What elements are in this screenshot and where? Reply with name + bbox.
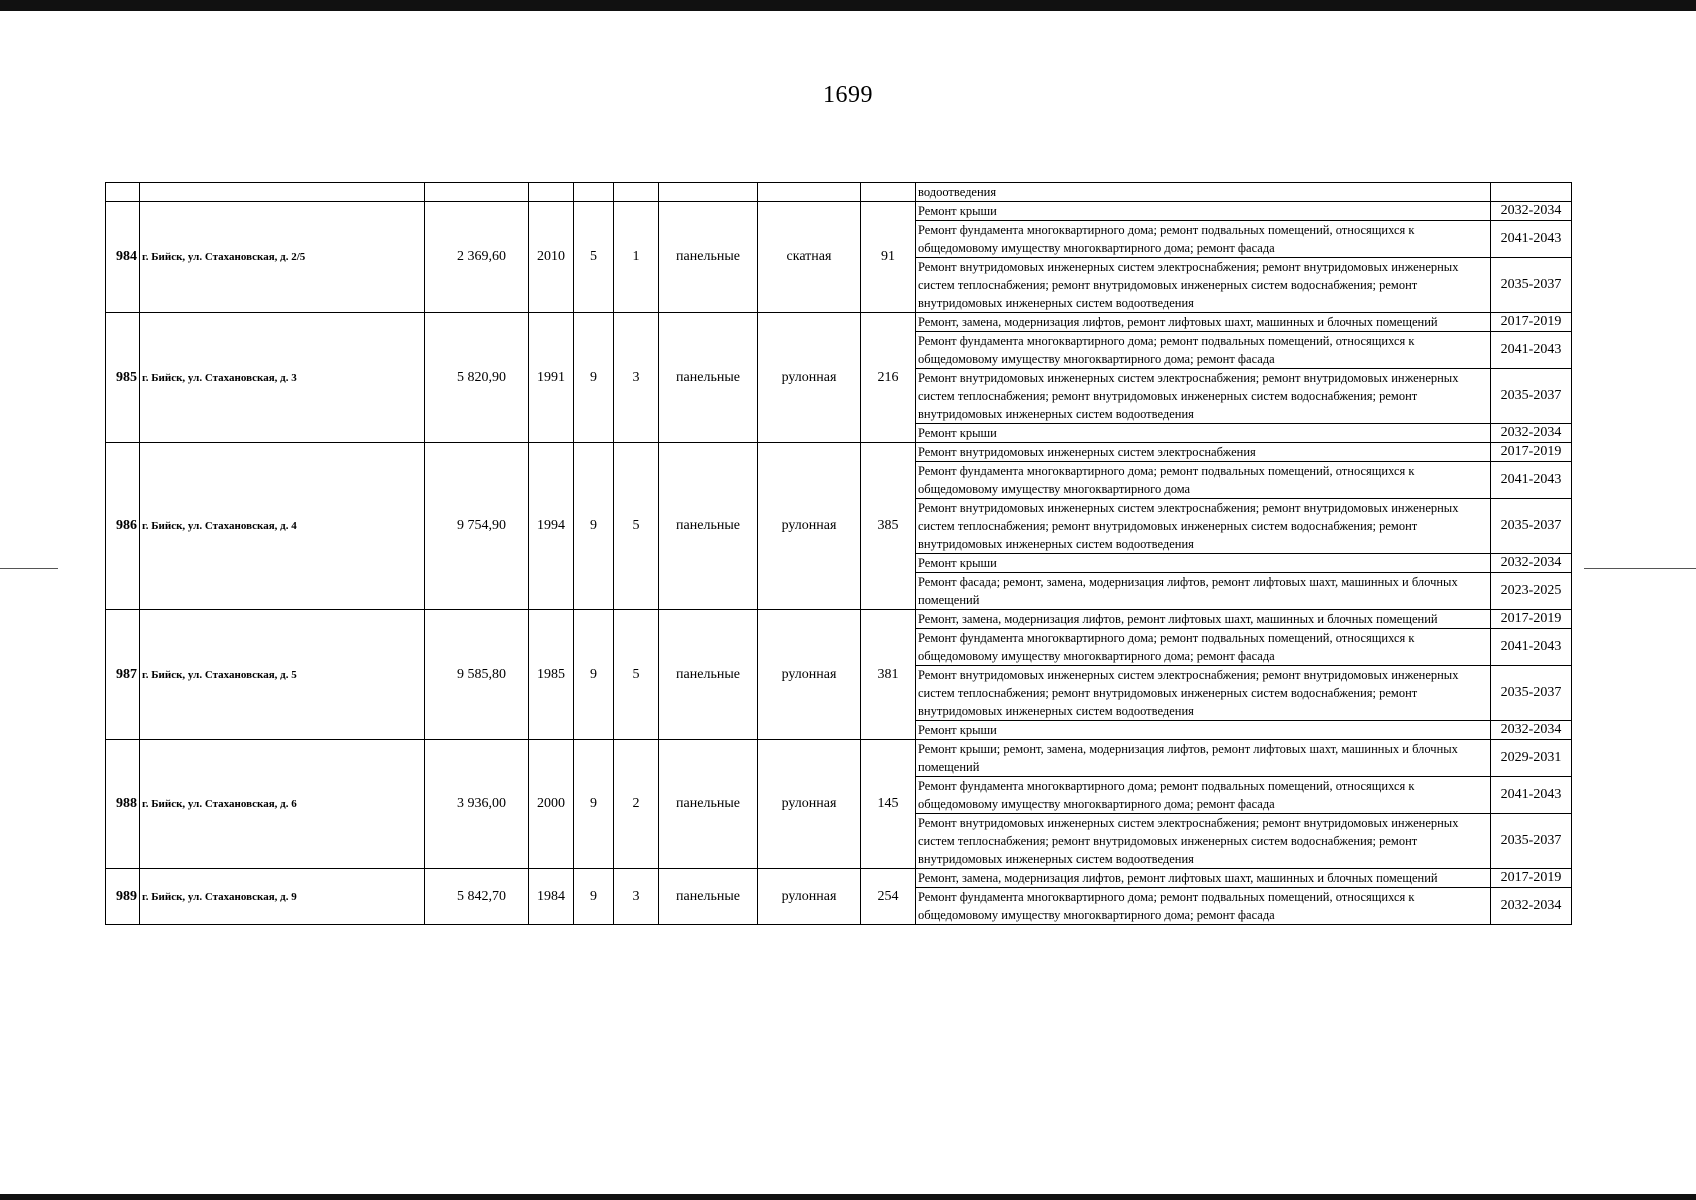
- work-years: 2035-2037: [1491, 369, 1572, 424]
- empty-cell: [529, 183, 574, 202]
- wall-material: панельные: [659, 610, 758, 740]
- house-area: 5 842,70: [425, 869, 529, 925]
- work-description: Ремонт внутридомовых инженерных систем электроснабжения; ремонт внутридомовых инженерных систем теплоснабжения; ремонт внутридомовых инженерных систем водоснабжения; ремонт внутридомовых инженерных систем водоотведения: [916, 666, 1491, 721]
- house-entrances: 1: [614, 202, 659, 313]
- resident-count: 91: [861, 202, 916, 313]
- empty-cell: [614, 183, 659, 202]
- house-year: 1985: [529, 610, 574, 740]
- work-description: Ремонт крыши: [916, 721, 1491, 740]
- house-address: г. Бийск, ул. Стахановская, д. 4: [140, 443, 425, 610]
- house-number: 985: [106, 313, 140, 443]
- house-number: 989: [106, 869, 140, 925]
- work-years: 2032-2034: [1491, 888, 1572, 925]
- resident-count: 381: [861, 610, 916, 740]
- work-description: Ремонт фундамента многоквартирного дома; ремонт подвальных помещений, относящихся к общедомовому имуществу многоквартирного дома; ремонт фасада: [916, 332, 1491, 369]
- house-area: 2 369,60: [425, 202, 529, 313]
- house-area: 5 820,90: [425, 313, 529, 443]
- empty-cell: [659, 183, 758, 202]
- work-description: Ремонт крыши; ремонт, замена, модернизация лифтов, ремонт лифтовых шахт, машинных и блочных помещений: [916, 740, 1491, 777]
- house-floors: 9: [574, 610, 614, 740]
- scan-border-bottom: [0, 1194, 1696, 1200]
- work-years: 2041-2043: [1491, 332, 1572, 369]
- house-number: 988: [106, 740, 140, 869]
- scan-border-top: [0, 0, 1696, 11]
- capital-repair-table: [105, 182, 1572, 925]
- work-years: 2017-2019: [1491, 443, 1572, 462]
- work-description: Ремонт, замена, модернизация лифтов, ремонт лифтовых шахт, машинных и блочных помещений: [916, 313, 1491, 332]
- house-floors: 9: [574, 740, 614, 869]
- house-address: г. Бийск, ул. Стахановская, д. 6: [140, 740, 425, 869]
- house-entrances: 3: [614, 313, 659, 443]
- work-description: Ремонт крыши: [916, 424, 1491, 443]
- table-row: [106, 869, 1572, 888]
- table-row: [106, 443, 1572, 462]
- work-years: 2041-2043: [1491, 221, 1572, 258]
- house-area: 9 585,80: [425, 610, 529, 740]
- house-address: г. Бийск, ул. Стахановская, д. 3: [140, 313, 425, 443]
- resident-count: 216: [861, 313, 916, 443]
- work-years: 2041-2043: [1491, 777, 1572, 814]
- house-entrances: 5: [614, 443, 659, 610]
- scan-mark-left: [0, 568, 58, 569]
- work-years: 2032-2034: [1491, 554, 1572, 573]
- work-description: Ремонт внутридомовых инженерных систем электроснабжения; ремонт внутридомовых инженерных систем теплоснабжения; ремонт внутридомовых инженерных систем водоснабжения; ремонт внутридомовых инженерных систем водоотведения: [916, 258, 1491, 313]
- work-description: Ремонт, замена, модернизация лифтов, ремонт лифтовых шахт, машинных и блочных помещений: [916, 869, 1491, 888]
- house-year: 2010: [529, 202, 574, 313]
- roof-type: рулонная: [758, 869, 861, 925]
- house-number: 984: [106, 202, 140, 313]
- work-years: 2041-2043: [1491, 462, 1572, 499]
- work-years: 2035-2037: [1491, 499, 1572, 554]
- house-year: 1984: [529, 869, 574, 925]
- work-description: Ремонт внутридомовых инженерных систем электроснабжения; ремонт внутридомовых инженерных систем теплоснабжения; ремонт внутридомовых инженерных систем водоснабжения; ремонт внутридомовых инженерных систем водоотведения: [916, 499, 1491, 554]
- work-years: 2035-2037: [1491, 258, 1572, 313]
- house-number: 987: [106, 610, 140, 740]
- wall-material: панельные: [659, 740, 758, 869]
- work-years: 2032-2034: [1491, 202, 1572, 221]
- empty-cell: [861, 183, 916, 202]
- work-description: Ремонт внутридомовых инженерных систем электроснабжения: [916, 443, 1491, 462]
- house-entrances: 5: [614, 610, 659, 740]
- work-years: 2041-2043: [1491, 629, 1572, 666]
- table-row: [106, 313, 1572, 332]
- empty-cell: [758, 183, 861, 202]
- continuation-row: [106, 183, 1572, 202]
- wall-material: панельные: [659, 443, 758, 610]
- work-description: водоотведения: [916, 183, 1491, 202]
- roof-type: рулонная: [758, 610, 861, 740]
- house-address: г. Бийск, ул. Стахановская, д. 5: [140, 610, 425, 740]
- house-area: 3 936,00: [425, 740, 529, 869]
- resident-count: 254: [861, 869, 916, 925]
- work-description: Ремонт фундамента многоквартирного дома; ремонт подвальных помещений, относящихся к общедомовому имуществу многоквартирного дома: [916, 462, 1491, 499]
- work-description: Ремонт крыши: [916, 202, 1491, 221]
- work-years: 2017-2019: [1491, 610, 1572, 629]
- work-years: [1491, 183, 1572, 202]
- roof-type: скатная: [758, 202, 861, 313]
- work-years: 2035-2037: [1491, 666, 1572, 721]
- resident-count: 385: [861, 443, 916, 610]
- work-description: Ремонт фундамента многоквартирного дома; ремонт подвальных помещений, относящихся к общедомовому имуществу многоквартирного дома; ремонт фасада: [916, 777, 1491, 814]
- house-area: 9 754,90: [425, 443, 529, 610]
- work-description: Ремонт фундамента многоквартирного дома; ремонт подвальных помещений, относящихся к общедомовому имуществу многоквартирного дома; ремонт фасада: [916, 221, 1491, 258]
- page-number: 1699: [823, 82, 873, 108]
- table-body: [106, 183, 1572, 925]
- house-year: 2000: [529, 740, 574, 869]
- work-description: Ремонт фундамента многоквартирного дома; ремонт подвальных помещений, относящихся к общедомовому имуществу многоквартирного дома; ремонт фасада: [916, 888, 1491, 925]
- table-row: [106, 740, 1572, 777]
- empty-cell: [106, 183, 140, 202]
- work-description: Ремонт внутридомовых инженерных систем электроснабжения; ремонт внутридомовых инженерных систем теплоснабжения; ремонт внутридомовых инженерных систем водоснабжения; ремонт внутридомовых инженерных систем водоотведения: [916, 814, 1491, 869]
- wall-material: панельные: [659, 869, 758, 925]
- empty-cell: [574, 183, 614, 202]
- house-address: г. Бийск, ул. Стахановская, д. 2/5: [140, 202, 425, 313]
- house-floors: 9: [574, 869, 614, 925]
- house-floors: 9: [574, 313, 614, 443]
- house-entrances: 3: [614, 869, 659, 925]
- resident-count: 145: [861, 740, 916, 869]
- house-floors: 5: [574, 202, 614, 313]
- work-years: 2017-2019: [1491, 869, 1572, 888]
- house-entrances: 2: [614, 740, 659, 869]
- house-floors: 9: [574, 443, 614, 610]
- wall-material: панельные: [659, 313, 758, 443]
- table-row: [106, 202, 1572, 221]
- work-years: 2035-2037: [1491, 814, 1572, 869]
- roof-type: рулонная: [758, 443, 861, 610]
- roof-type: рулонная: [758, 313, 861, 443]
- empty-cell: [140, 183, 425, 202]
- wall-material: панельные: [659, 202, 758, 313]
- empty-cell: [425, 183, 529, 202]
- work-years: 2029-2031: [1491, 740, 1572, 777]
- work-description: Ремонт фасада; ремонт, замена, модернизация лифтов, ремонт лифтовых шахт, машинных и блочных помещений: [916, 573, 1491, 610]
- work-description: Ремонт крыши: [916, 554, 1491, 573]
- work-years: 2032-2034: [1491, 424, 1572, 443]
- work-years: 2023-2025: [1491, 573, 1572, 610]
- work-years: 2032-2034: [1491, 721, 1572, 740]
- house-address: г. Бийск, ул. Стахановская, д. 9: [140, 869, 425, 925]
- house-number: 986: [106, 443, 140, 610]
- house-year: 1991: [529, 313, 574, 443]
- work-description: Ремонт, замена, модернизация лифтов, ремонт лифтовых шахт, машинных и блочных помещений: [916, 610, 1491, 629]
- scan-mark-right: [1584, 568, 1696, 569]
- house-year: 1994: [529, 443, 574, 610]
- roof-type: рулонная: [758, 740, 861, 869]
- work-years: 2017-2019: [1491, 313, 1572, 332]
- table-row: [106, 610, 1572, 629]
- work-description: Ремонт внутридомовых инженерных систем электроснабжения; ремонт внутридомовых инженерных систем теплоснабжения; ремонт внутридомовых инженерных систем водоснабжения; ремонт внутридомовых инженерных систем водоотведения: [916, 369, 1491, 424]
- work-description: Ремонт фундамента многоквартирного дома; ремонт подвальных помещений, относящихся к общедомовому имуществу многоквартирного дома; ремонт фасада: [916, 629, 1491, 666]
